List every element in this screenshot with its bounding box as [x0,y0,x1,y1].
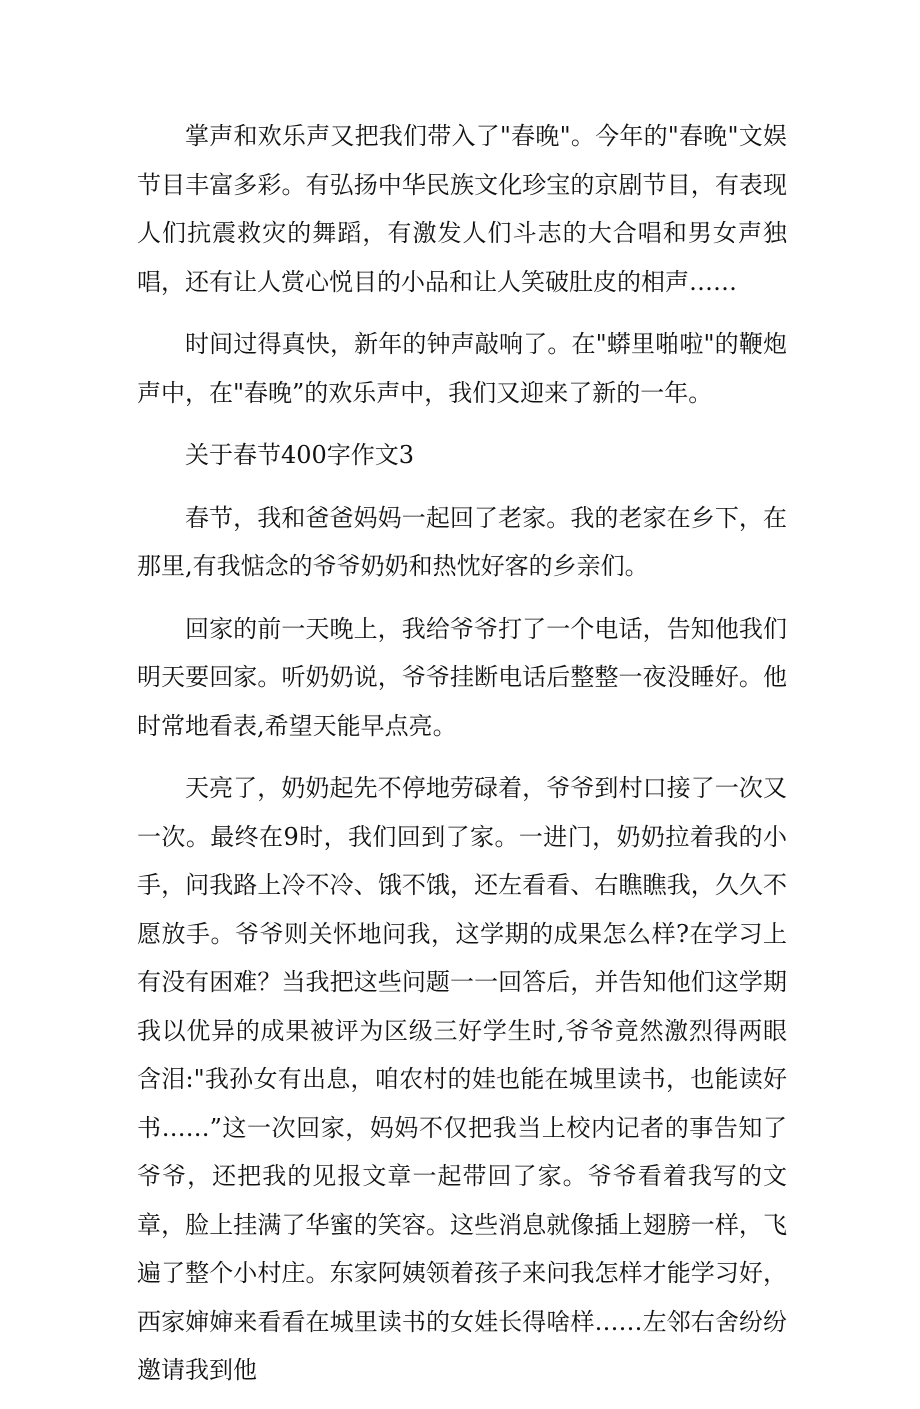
essay-heading: 关于春节400字作文3 [185,441,415,469]
paragraph-new-year: 时间过得真快，新年的钟声敲响了。在"蟒里啪啦"的鞭炮声中，在"春晚”的欢乐声中，我们又迎来了新的一年。 [137,330,787,407]
essay-body [137,112,787,1409]
paragraph-phone-call: 回家的前一天晚上，我给爷爷打了一个电话，告知他我们明天要回家。听奶奶说，爷爷挂断电话后整整一夜没睡好。他时常地看表,希望天能早点亮。 [137,614,787,740]
paragraph-arrival: 天亮了，奶奶起先不停地劳碌着，爷爷到村口接了一次又一次。最终在9时，我们回到了家。一进门，奶奶拉着我的小手，问我路上冷不冷、饿不饿，还左看看、右瞧瞧我，久久不愿放手。爷爷则关怀地问我，这学期的成果怎么样?在学习上有没有困难？当我把这些问题一一回答后，并告知他们这学期我以优异的成果被评为区级三好学生时,爷爷竟然激烈得两眼含泪:"我孙女有出息，咱农村的娃也能在城里读书，也能读好书……”这一次回家，妈妈不仅把我当上校内记者的事告知了爷爷，还把我的见报文章一起带回了家。爷爷看着我写的文章，脸上挂满了华蜜的笑容。这些消息就像插上翅膀一样，飞遍了整个小村庄。东家阿姨领着孩子来问我怎样才能学习好，西家婶婶来看看在城里读书的女娃长得啥样……左邻右舍纷纷邀请我到他 [137,774,787,1384]
paragraph-spring-gala: 掌声和欢乐声又把我们带入了"春晚"。今年的"春晚"文娱节目丰富多彩。有弘扬中华民族文化珍宝的京剧节目，有表现人们抗震救灾的舞蹈，有激发人们斗志的大合唱和男女声独唱，还有让人赏心悦目的小品和让人笑破肚皮的相声…… [137,122,787,296]
paragraph-hometown: 春节，我和爸爸妈妈一起回了老家。我的老家在乡下，在那里,有我惦念的爷爷奶奶和热忱好客的乡亲们。 [137,503,787,580]
